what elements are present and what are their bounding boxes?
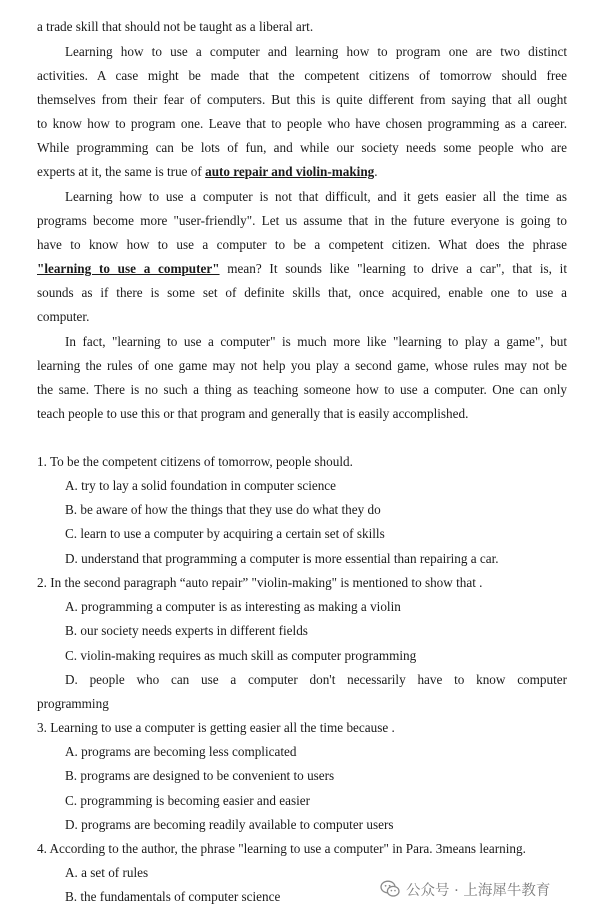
wechat-icon <box>380 880 400 898</box>
answer-option: D. people who can use a computer don't necessarily have to know computer <box>65 672 567 687</box>
question-stem: 1. To be the competent citizens of tomorrow, people should. <box>37 454 353 469</box>
answer-option: A. try to lay a solid foundation in computer science <box>65 478 337 493</box>
answer-option: D. understand that programming a computer is more essential than repairing a car. <box>65 551 499 566</box>
passage-line: a trade skill that should not be taught as a liberal art. <box>37 19 314 34</box>
question-stem: 3. Learning to use a computer is getting easier all the time because . <box>37 720 395 735</box>
answer-option: A. programs are becoming less complicated <box>65 744 297 759</box>
passage-line: the same. There is no such a thing as teaching someone how to use a computer. One can only <box>37 382 567 397</box>
answer-option: B. our society needs experts in different fields <box>65 623 308 638</box>
question-stem: 2. In the second paragraph “auto repair” "violin-making" is mentioned to show that . <box>37 575 483 590</box>
passage-line <box>37 257 567 281</box>
answer-option: B. be aware of how the things that they use do what they do <box>65 502 381 517</box>
answer-option-continued: programming <box>37 696 109 711</box>
passage-text: experts at it, the same is true of <box>37 164 206 179</box>
answer-option: B. programs are designed to be convenient to users <box>65 768 335 783</box>
watermark-text: 公众号 · 上海犀牛教育 <box>406 882 551 899</box>
passage-line: While programming can be lots of fun, and while our society needs some people who are <box>37 140 567 155</box>
emphasis-auto-repair: auto repair and violin-making <box>205 164 375 179</box>
answer-option: A. a set of rules <box>65 865 149 880</box>
answer-option: C. violin-making requires as much skill as computer programming <box>65 648 417 663</box>
passage-line: have to know how to use a computer to be a competent citizen. What does the phrase <box>37 237 567 252</box>
passage-line: computer. <box>37 309 90 324</box>
answer-option: C. programming is becoming easier and easier <box>65 793 310 808</box>
passage-line: Learning how to use a computer is not that difficult, and it gets easier all the time as <box>65 189 567 204</box>
passage-line: themselves from their fear of computers. But this is quite different from saying that all ought <box>37 92 567 107</box>
answer-option: B. the fundamentals of computer science <box>65 889 281 904</box>
answer-option: D. programs are becoming readily available to computer users <box>65 817 394 832</box>
passage-line: programs become more "user-friendly". Let us assume that in the future everyone is going to <box>37 213 567 228</box>
passage-line: In fact, "learning to use a computer" is much more like "learning to play a game", but <box>65 334 567 349</box>
passage-line <box>37 160 567 184</box>
watermark <box>380 876 550 902</box>
passage-line: to know how to program one. Leave that to people who have chosen programming as a career. <box>37 116 567 131</box>
passage-line: learning the rules of one game may not help you play a second game, whose rules may not be <box>37 358 567 373</box>
passage-line: Learning how to use a computer and learning how to program one are two distinct <box>65 44 567 59</box>
answer-option: C. learn to use a computer by acquiring a certain set of skills <box>65 526 385 541</box>
answer-option: A. programming a computer is as interesting as making a violin <box>65 599 401 614</box>
passage-line: sounds as if there is some set of definite skills that, once acquired, enable one to use a <box>37 285 567 300</box>
question-stem: 4. According to the author, the phrase "learning to use a computer" in Para. 3means learning. <box>37 841 526 856</box>
passage-line: activities. A case might be made that the competent citizens of tomorrow should free <box>37 68 567 83</box>
passage-line: teach people to use this or that program and generally that is easily accomplished. <box>37 406 469 421</box>
emphasis-learning-to-use: "learning to use a computer" <box>37 261 220 276</box>
passage-text: . <box>374 164 378 179</box>
passage-text: mean? It sounds like "learning to drive a car", that is, it <box>219 261 567 276</box>
